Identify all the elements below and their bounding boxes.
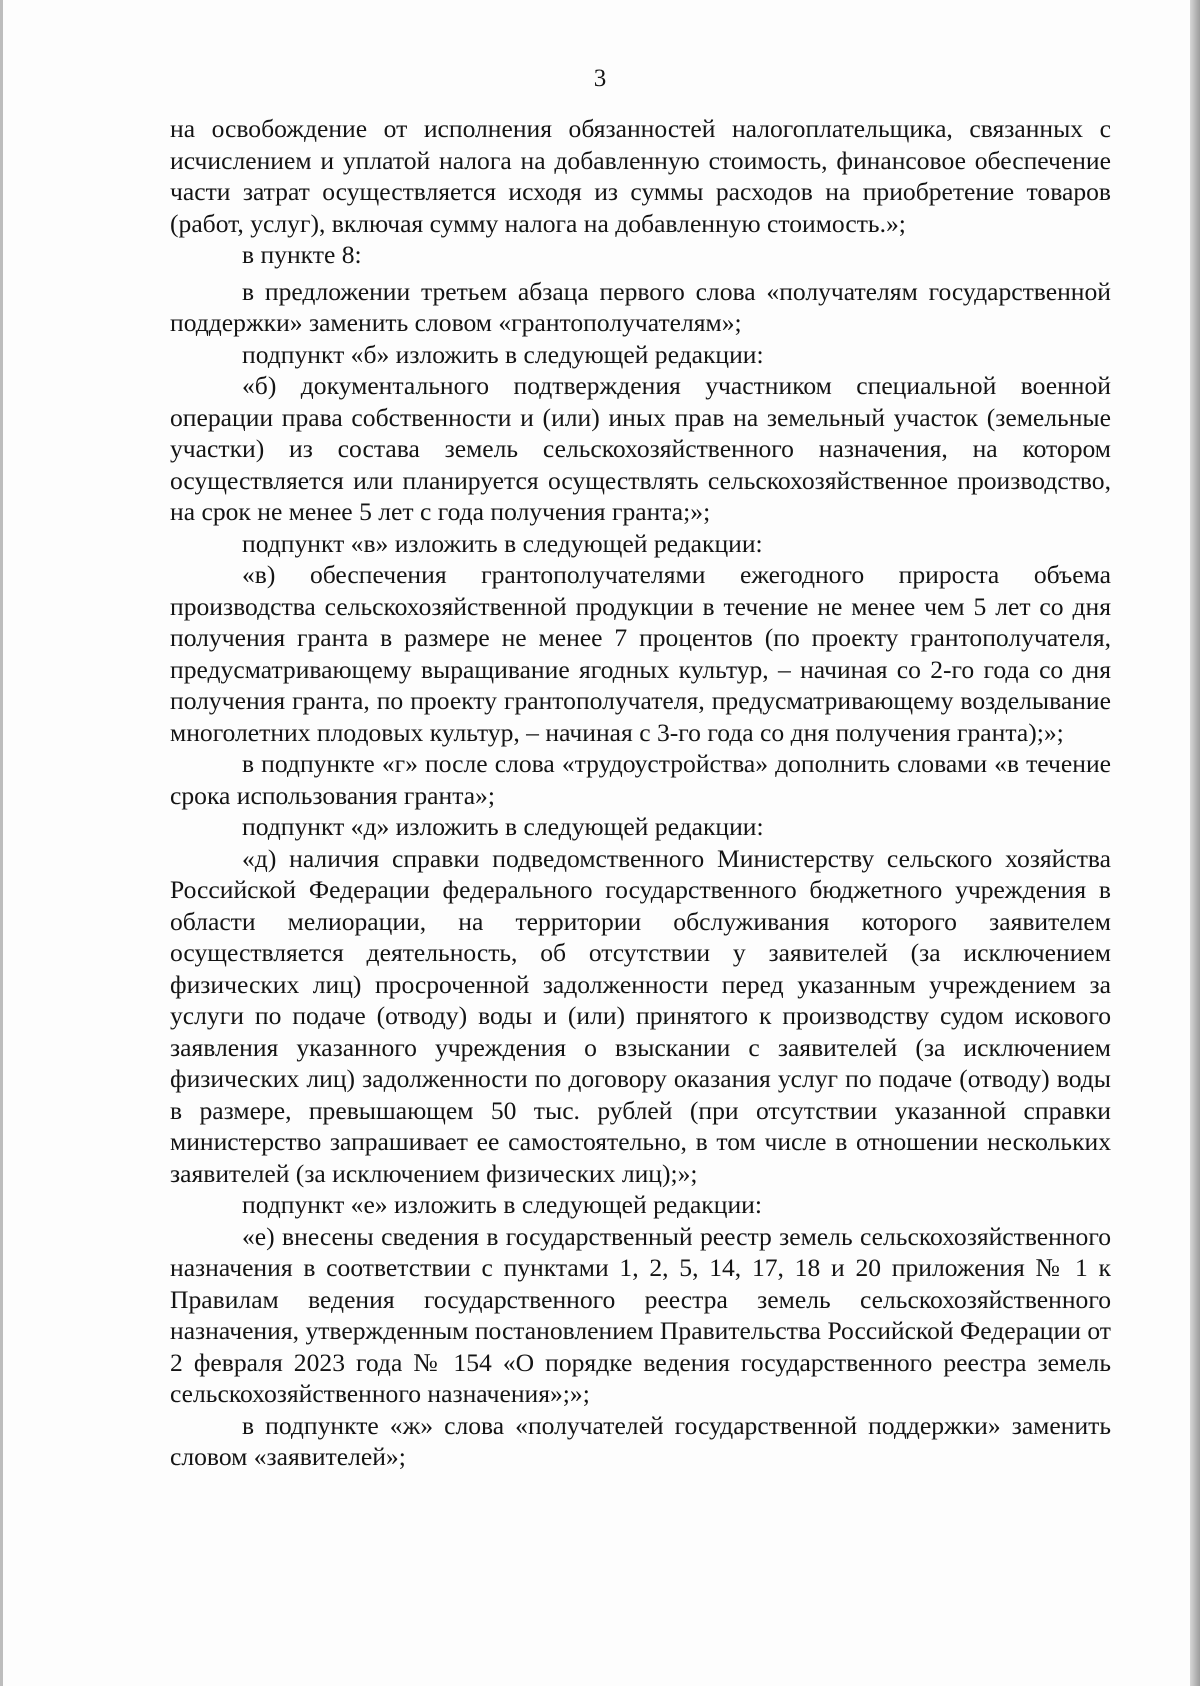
paragraph: в подпункте «г» после слова «трудоустройства» дополнить словами «в течение срока использования гранта»; bbox=[170, 749, 1111, 810]
paragraph-quote-v: «в) обеспечения грантополучателями ежегодного прироста объема производства сельскохозяйственной продукции в течение не менее чем 5 лет со дня получения гранта в размере не менее 7 процентов (по проекту грантополучателя, предусматривающему выращивание ягодных культур, – начиная со 2-го года со дня получения гранта, по проекту грантополучателя, предусматривающему возделывание многолетних плодовых культур, – начиная с 3-го года со дня получения гранта);»; bbox=[170, 560, 1111, 747]
paragraph-quote-b: «б) документального подтверждения участником специальной военной операции права собственности и (или) иных прав на земельный участок (земельные участки) из состава земель сельскохозяйственного назначения, на котором осуществляется или планируется осуществлять сельскохозяйственное производство, на срок не менее 5 лет с года получения гранта;»; bbox=[170, 371, 1111, 526]
scan-right-edge bbox=[1190, 0, 1200, 1686]
paragraph: в подпункте «ж» слова «получателей государственной поддержки» заменить словом «заявителей»; bbox=[170, 1410, 1111, 1471]
paragraph: подпункт «в» изложить в следующей редакции: bbox=[242, 528, 763, 558]
paragraph-quote-d: «д) наличия справки подведомственного Министерству сельского хозяйства Российской Федерации федерального государственного бюджетного учреждения в области мелиорации, на территории обслуживания которого заявителем осуществляется деятельность, об отсутствии у заявителей (за исключением физических лиц) просроченной задолженности перед указанным учреждением за услуги по подаче (отводу) воды и (или) принятого к производству судом искового заявления указанного учреждения о взыскании с заявителей (за исключением физических лиц) задолженности по договору оказания услуг по подаче (отводу) воды в размере, превышающем 50 тыс. рублей (при отсутствии указанной справки министерство запрашивает ее самостоятельно, в том числе в отношении нескольких заявителей (за исключением физических лиц);»; bbox=[170, 843, 1111, 1188]
paragraph: подпункт «б» изложить в следующей редакции: bbox=[242, 339, 764, 369]
paragraph: в предложении третьем абзаца первого слова «получателям государственной поддержки» заменить словом «грантополучателям»; bbox=[170, 276, 1111, 337]
paragraph: подпункт «е» изложить в следующей редакции: bbox=[242, 1190, 762, 1219]
scan-left-edge bbox=[0, 0, 3, 1686]
paragraph-continuation: на освобождение от исполнения обязанностей налогоплательщика, связанных с исчислением и уплатой налога на добавленную стоимость, финансовое обеспечение части затрат осуществляется исходя из суммы расходов на приобретение товаров (работ, услуг), включая сумму налога на добавленную стоимость.»; bbox=[170, 114, 1111, 238]
paragraph-item-8-heading: в пункте 8: bbox=[242, 240, 362, 269]
paragraph-quote-e: «е) внесены сведения в государственный реестр земель сельскохозяйственного назначения в соответствии с пунктами 1, 2, 5, 14, 17, 18 и 20 приложения № 1 к Правилам ведения государственного реестра земель сельскохозяйственного назначения, утвержденным постановлением Правительства Российской Федерации от 2 февраля 2023 года № 154 «О порядке ведения государственного реестра земель сельскохозяйственного назначения»;»; bbox=[170, 1221, 1111, 1408]
page-number: 3 bbox=[593, 65, 607, 92]
paragraph: подпункт «д» изложить в следующей редакции: bbox=[242, 812, 764, 841]
document-body bbox=[170, 113, 1111, 1473]
